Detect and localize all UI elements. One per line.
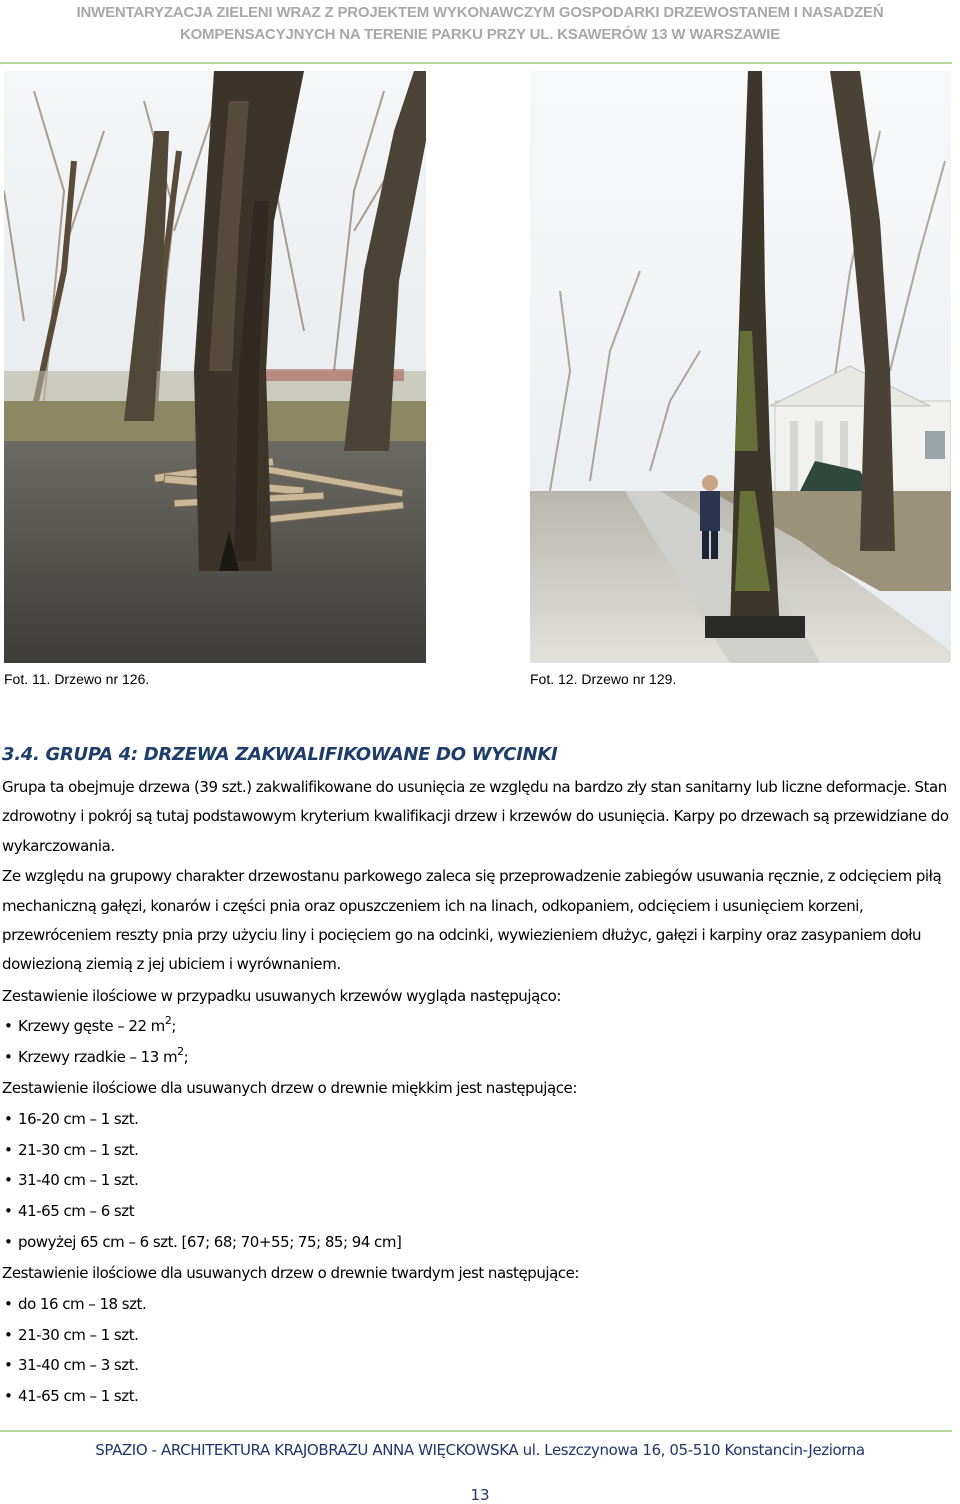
paragraph-removal-method: Ze względu na grupowy charakter drzewostanu parkowego zaleca się przeprowadzenie zabiegów usuwania ręcznie, z odcięciem piłą mechaniczną gałęzi, konarów i części pnia oraz opuszczeniem ich na linach, odkopaniem, odcięciem i usunięciem korzeni, przewróceniem reszty pnia przy użyciu liny i pocięciem go na odcinki, wywiezieniem dłużyc, gałęzi i karpiny oraz zasypaniem dołu dowiezioną ziemią z jej ubiciem i wyrównaniem. — [2, 867, 942, 974]
photo-caption-2: Fot. 12. Drzewo nr 129. — [530, 671, 677, 687]
bullet: • — [4, 1048, 13, 1067]
section-body — [2, 773, 958, 1412]
header-divider — [0, 62, 952, 64]
header-title-line-1: INWENTARYZACJA ZIELENI WRAZ Z PROJEKTEM WYKONAWCZYM GOSPODARKI DRZEWOSTANEM I NASADZEŃ — [76, 4, 884, 21]
list-item: • do 16 cm – 18 szt. — [4, 1294, 147, 1313]
list-item: • powyżej 65 cm – 6 szt. [67; 68; 70+55; 75; 85; 94 cm] — [4, 1233, 402, 1252]
hardwood-intro: Zestawienie ilościowe dla usuwanych drzew o drewnie twardym jest następujące: — [2, 1263, 580, 1282]
list-item: • 31-40 cm – 3 szt. — [4, 1356, 139, 1375]
section-title: 3.4. GRUPA 4: DRZEWA ZAKWALIFIKOWANE DO WYCINKI — [2, 744, 558, 765]
softwood-intro: Zestawienie ilościowe dla usuwanych drzew o drewnie miękkim jest następujące: — [2, 1078, 577, 1097]
list-item: • 21-30 cm – 1 szt. — [4, 1325, 139, 1344]
list-item: • 41-65 cm – 6 szt — [4, 1202, 135, 1221]
list-item: • 31-40 cm – 1 szt. — [4, 1171, 139, 1190]
list-item: • 41-65 cm – 1 szt. — [4, 1387, 139, 1406]
list-item: • 16-20 cm – 1 szt. — [4, 1109, 139, 1128]
footer-company: SPAZIO - ARCHITEKTURA KRAJOBRAZU ANNA WIĘCKOWSKA ul. Leszczynowa 16, 05-510 Konstancin-Jeziorna — [95, 1441, 865, 1459]
paragraph-group-description: Grupa ta obejmuje drzewa (39 szt.) zakwalifikowane do usunięcia ze względu na bardzo zły stan sanitarny lub liczne deformacje. Stan zdrowotny i pokrój są tutaj podstawowym kryterium kwalifikacji drzew i krzewów do usunięcia. Karpy po drzewach są przewidziane do wykarczowania. — [2, 778, 949, 855]
shrubs-list — [2, 1011, 958, 1073]
page-header — [0, 0, 960, 62]
photo-tree-129 — [530, 71, 951, 663]
softwood-list — [2, 1104, 958, 1258]
page-number: 13 — [470, 1486, 490, 1504]
footer-divider — [0, 1430, 952, 1432]
photo-caption-1: Fot. 11. Drzewo nr 126. — [4, 671, 150, 687]
shrubs-intro: Zestawienie ilościowe w przypadku usuwanych krzewów wygląda następująco: — [2, 986, 561, 1005]
hardwood-list — [2, 1289, 958, 1412]
list-item: • 21-30 cm – 1 szt. — [4, 1140, 139, 1159]
header-title-line-2: KOMPENSACYJNYCH NA TERENIE PARKU PRZY UL. KSAWERÓW 13 W WARSZAWIE — [179, 26, 781, 43]
photo-tree-126 — [4, 71, 426, 663]
list-item: • Krzewy rzadkie – 13 $m^2$; — [2, 1042, 958, 1073]
list-item: • Krzewy gęste – 22 $m^2$; — [2, 1011, 958, 1042]
bullet: • — [4, 1017, 13, 1036]
